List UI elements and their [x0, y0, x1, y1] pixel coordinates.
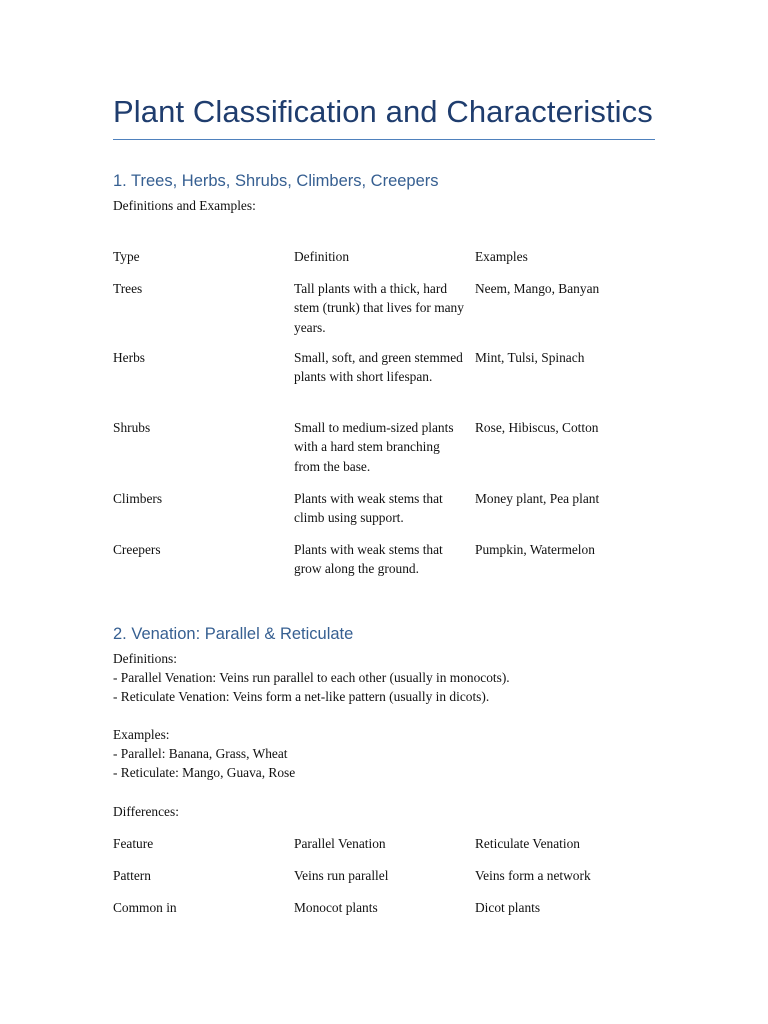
table-cell-type: Climbers [113, 491, 163, 506]
table-cell-parallel: Monocot plants [294, 900, 378, 915]
table-cell-examples: Pumpkin, Watermelon [475, 542, 595, 557]
table-cell-reticulate: Dicot plants [475, 900, 541, 915]
table-cell-examples: Neem, Mango, Banyan [475, 281, 600, 296]
table-cell-reticulate: Veins form a network [475, 868, 591, 883]
table-cell-examples: Mint, Tulsi, Spinach [475, 350, 585, 365]
table-cell-type: Herbs [113, 350, 145, 365]
table-cell-definition: Plants with weak stems that climb using support. [294, 491, 443, 526]
table-cell-definition: Plants with weak stems that grow along the ground. [294, 542, 443, 577]
table-header-cell: Examples [475, 249, 528, 264]
section2-heading: 2. Venation: Parallel & Reticulate [113, 625, 354, 643]
table-cell-feature: Pattern [113, 868, 151, 883]
table-cell-type: Trees [113, 281, 143, 296]
example-item: - Parallel: Banana, Grass, Wheat [113, 746, 288, 761]
table-header-cell: Feature [113, 836, 154, 851]
example-item: - Reticulate: Mango, Guava, Rose [113, 765, 296, 780]
section1-intro: Definitions and Examples: [113, 198, 256, 213]
table-header-cell: Reticulate Venation [475, 836, 580, 851]
table-cell-type: Shrubs [113, 420, 151, 435]
definition-item: - Reticulate Venation: Veins form a net-like pattern (usually in dicots). [113, 689, 490, 704]
table-cell-type: Creepers [113, 542, 161, 557]
page-title: Plant Classification and Characteristics [113, 94, 653, 129]
table-cell-definition: Tall plants with a thick, hard stem (trunk) that lives for many years. [294, 281, 464, 335]
table-cell-parallel: Veins run parallel [294, 868, 389, 883]
table-cell-examples: Rose, Hibiscus, Cotton [475, 420, 599, 435]
section1-heading: 1. Trees, Herbs, Shrubs, Climbers, Creepers [113, 172, 439, 190]
title-underline [113, 139, 655, 140]
definitions-label: Definitions: [113, 651, 177, 666]
table-cell-definition: Small to medium-sized plants with a hard stem branching from the base. [294, 420, 454, 474]
differences-label: Differences: [113, 804, 179, 819]
table-cell-definition: Small, soft, and green stemmed plants with short lifespan. [294, 350, 463, 385]
table-cell-examples: Money plant, Pea plant [475, 491, 600, 506]
definition-item: - Parallel Venation: Veins run parallel to each other (usually in monocots). [113, 670, 510, 685]
table-cell-feature: Common in [113, 900, 177, 915]
table-header-cell: Definition [294, 249, 350, 264]
table-header-cell: Type [113, 249, 140, 264]
examples-label: Examples: [113, 727, 170, 742]
table-header-cell: Parallel Venation [294, 836, 386, 851]
